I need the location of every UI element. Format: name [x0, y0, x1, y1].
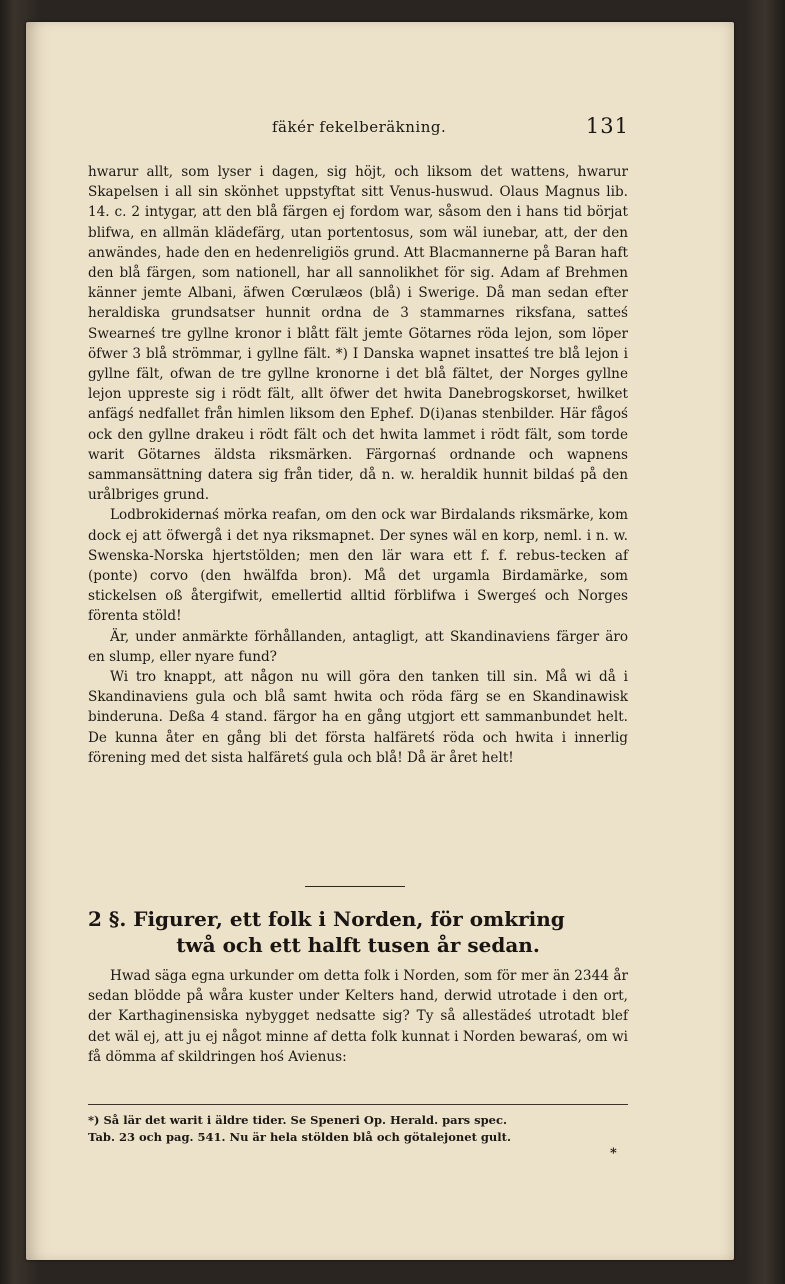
- section-body: [88, 966, 628, 1067]
- footnote-line-2: Tab. 23 och pag. 541. Nu är hela stölden blå och götalejonet gult.: [88, 1130, 511, 1144]
- running-head-title: fäkér fekelberäkning.: [272, 118, 447, 136]
- body-text: [88, 162, 628, 768]
- paragraph: Wi tro knappt, att någon nu will göra den tanken till sin. Må wi då i Skandinaviens gula och blå samt hwita och röda färg se en Skandinawisk binderuna. Deßa 4 stand. färgor ha en gång utgjort ett sammanbundet helt. De kunna åter en gång bli det förstа halfäretś röda och hwita i innerlig förening med det sista halfäretś gula och blå! Då är året helt!: [88, 669, 628, 766]
- section-divider: [305, 886, 405, 887]
- paragraph: hwarur allt, som lyser i dagen, sig höjt, och liksom det wattens, hwarur Skapelsen i all sin skönhet uppstyftat sitt Venus-huswud. Olaus Magnus lib. 14. c. 2 intygar, att den blå färgen ej fordom war, såsom den i hans tid börjat blifwa, en allmän klädefärg, utan portentosus, som wäl iunebar, att, der den anwändes, hade den en hedenreligiös grund. Att Blacmannerne på Baran haft den blå färgen, som nationell, har all sannolikhet för sig. Adam af Brehmen känner jemte Albani, äfwen Cœrulæos (blå) i Swerige. Då man sedan efter heraldiska grundsatser hunnit ordna de 3 stammarnes riksfana, satteś Swearneś tre gyllne kronor i blått fält jemte Götarnes röda lejon, som löper öfwer 3 blå strömmar, i gyllne fält. *) I Danska wapnet insatteś tre blå lejon i gyllne fält, ofwan de tre gyllne kronorne i det blå fältet, der Norges gyllne lejon uppreste sig i rödt fält, allt öfwer det hwita Danebrogskorset, hwilket anfägś nedfallet från himlen liksom den Ephef. D(i)anas stenbilder. Här fågoś ock den gyllne drakeu i rödt fält och det hwita lammet i rödt fält, som torde warit Götarnes äldsta riksmärken. Färgornaś ordnande och wapnens sammansättning datera sig från tider, då n. w. heraldik hunnit bildaś på den urålbriges grund.: [88, 164, 628, 504]
- page-number: 131: [585, 114, 629, 138]
- running-head: [84, 100, 629, 136]
- section-heading: [88, 906, 628, 958]
- section-heading-line-2: twå och ett halft tusen år sedan.: [176, 933, 540, 957]
- paragraph: Hwad säga egna urkunder om detta folk i Norden, som för mer än 2344 år sedan blödde på wåra kuster under Kelters hand, derwid utrotade i den ort, der Karthaginensiska nybygget nedsatte sig? Ty så allestädeś utrotadt blef det wäl ej, att ju ej något minne af detta folk kunnat i Norden bewaraś, om wi få dömma af skildringen hoś Avienus:: [88, 968, 628, 1065]
- signature-mark: *: [610, 1146, 617, 1161]
- footnote-divider: [88, 1104, 628, 1105]
- section-heading-line-1: 2 §. Figurer, ett folk i Norden, för omkring: [88, 907, 565, 931]
- footnote-line-1: *) Så lär det warit i äldre tider. Se Speneri Op. Herald. pars spec.: [88, 1113, 507, 1127]
- paragraph: Lodbrokidernaś mörka reafan, om den ock war Birdalands riksmärke, kom dock ej att öfwergå i det nya riksmapnet. Der synes wäl en korp, neml. i n. w. Swenska-Norska hjertstölden; men den lär wara ett f. f. rebus-tecken af (ponte) corvo (den hwälfda bron). Må det urgamla Birdamärke, som stickelsen oß återgifwit, emellertid alltid förblifwa i Swergeś och Norges förenta stöld!: [88, 507, 628, 625]
- footnote: [88, 1112, 628, 1146]
- paragraph: Är, under anmärkte förhållanden, antagligt, att Skandinaviens färger äro en slump, eller nyare fund?: [88, 628, 628, 665]
